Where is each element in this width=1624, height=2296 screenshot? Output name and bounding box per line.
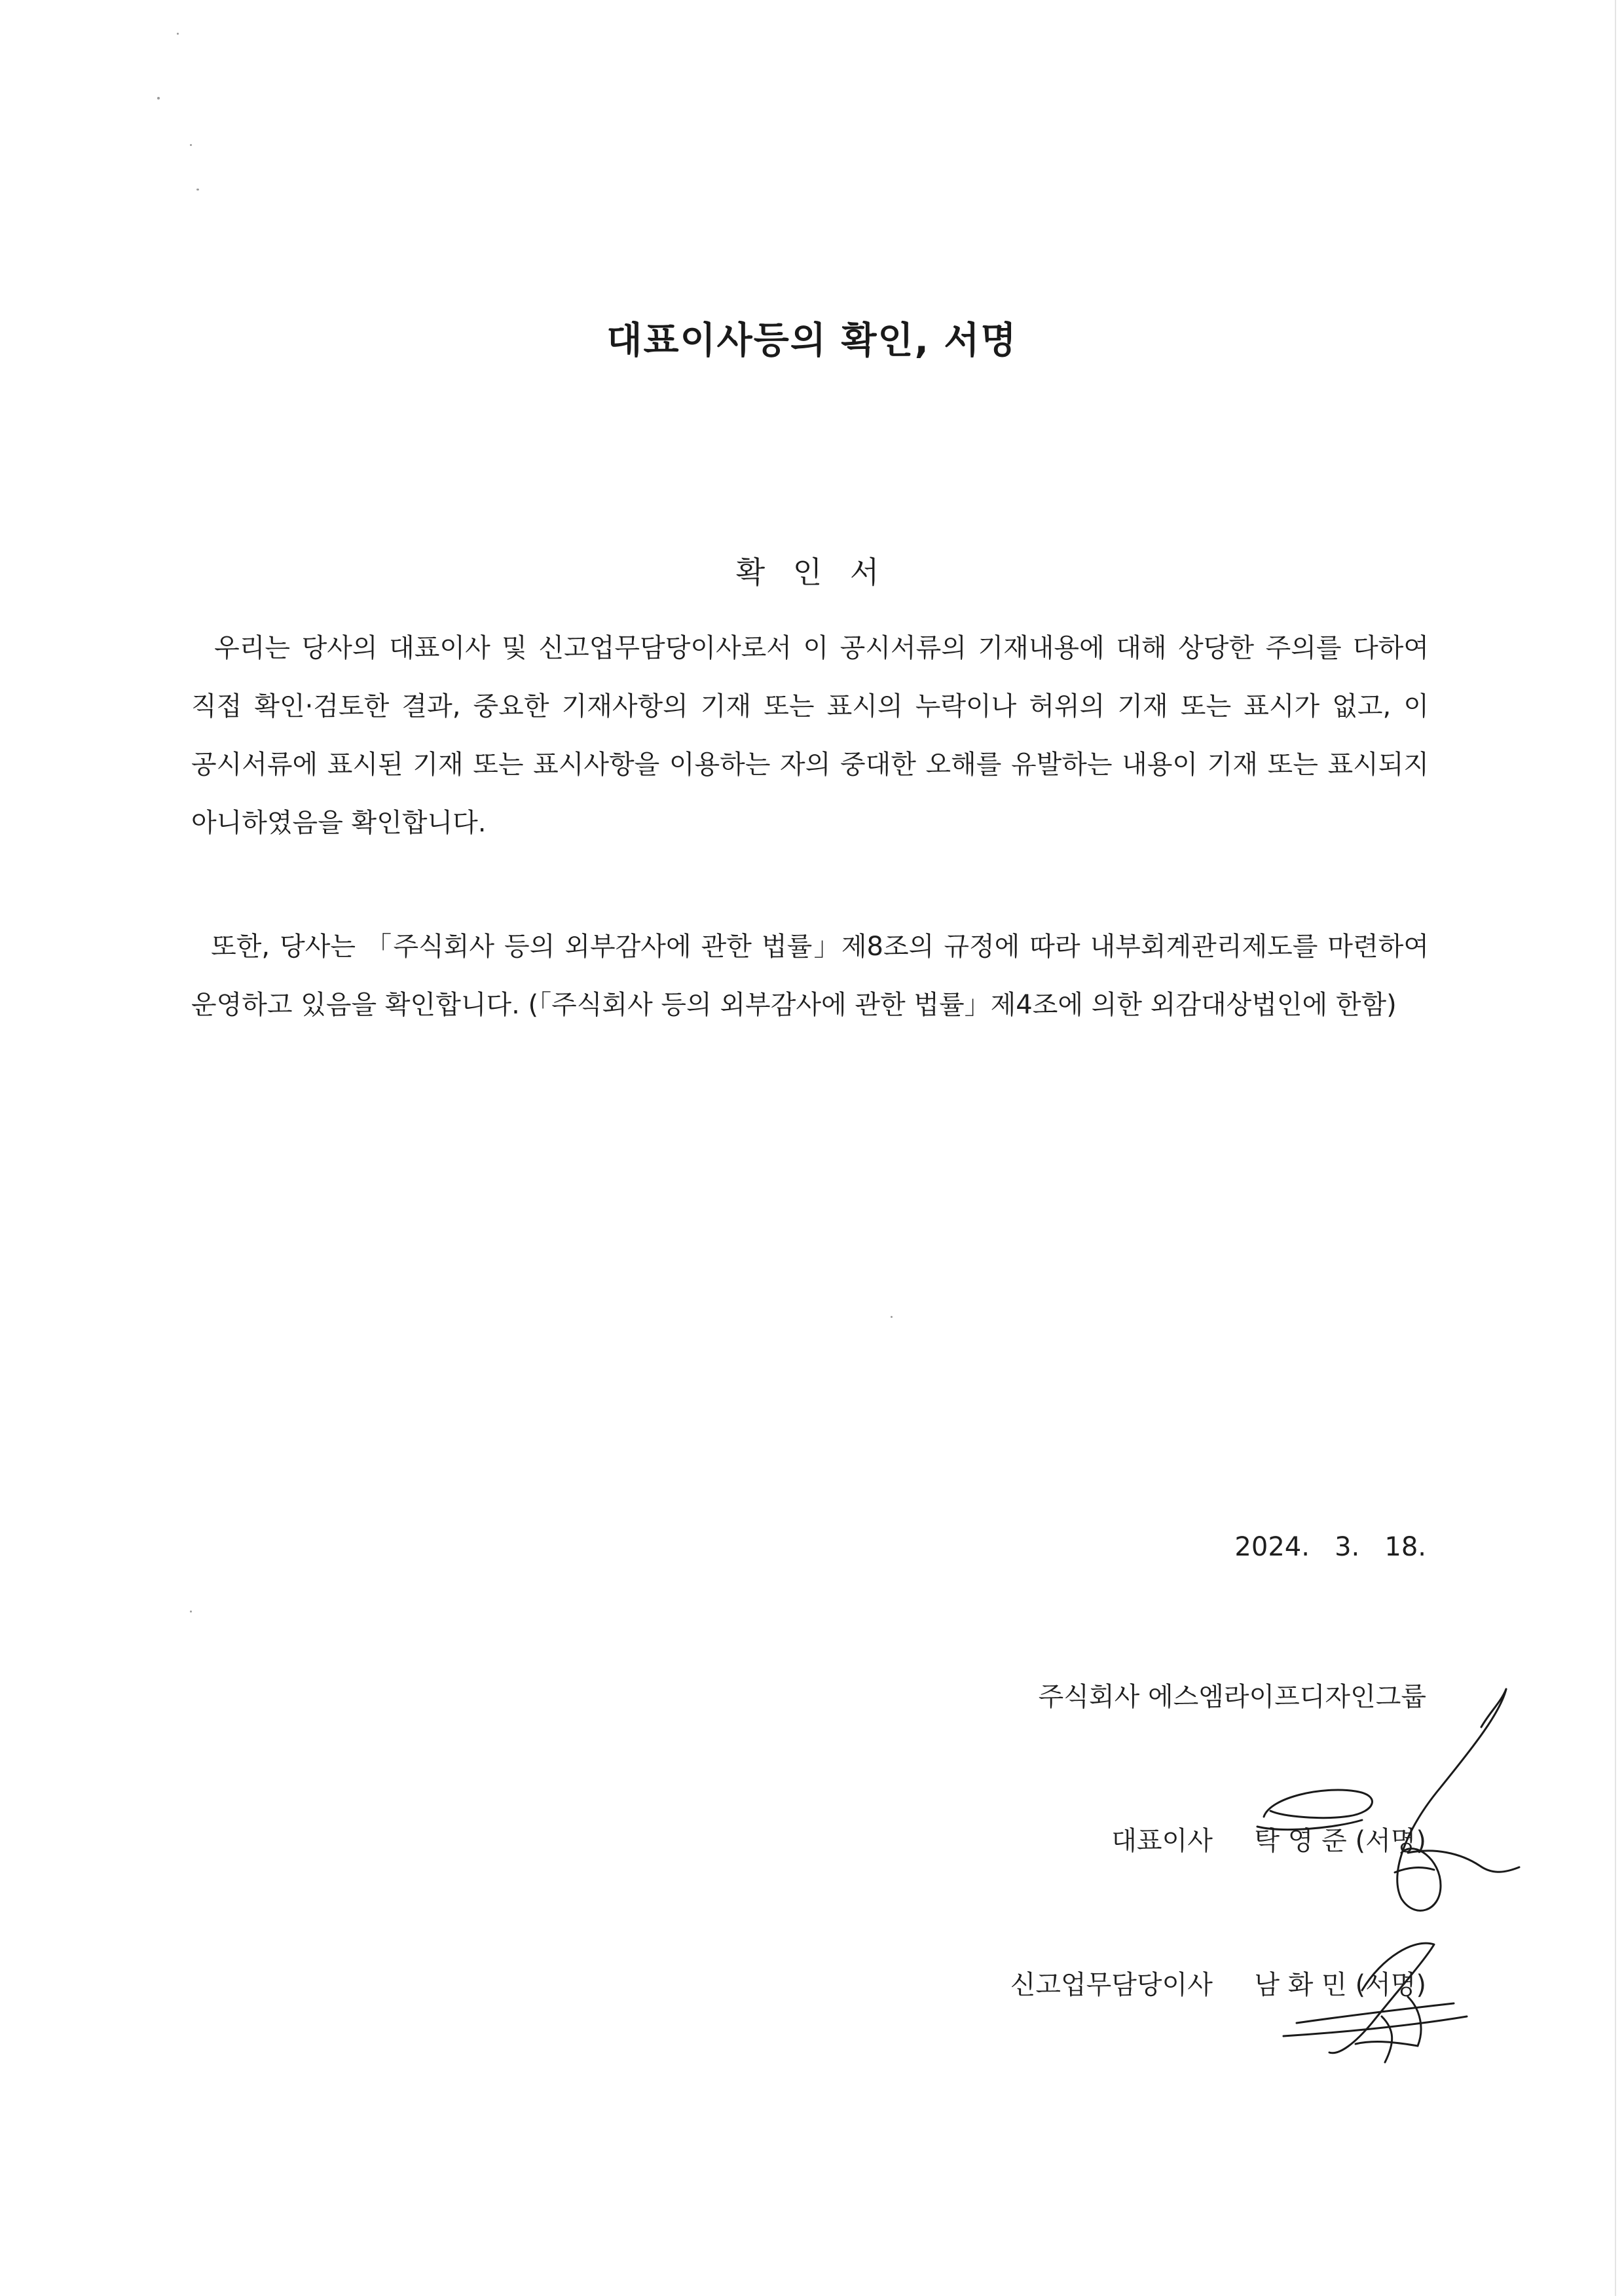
- ceo-role: 대표이사: [1111, 1826, 1213, 1856]
- disclosure-officer-role: 신고업무담당이사: [1010, 1970, 1213, 2000]
- ceo-name: 탁 영 준: [1254, 1826, 1347, 1856]
- scan-speck: [891, 1316, 893, 1318]
- document-date: 2024. 3. 18.: [1234, 1532, 1426, 1562]
- disclosure-officer-name: 남 화 민: [1254, 1970, 1347, 2000]
- scan-speck: [196, 189, 199, 191]
- ceo-sign-mark: (서명): [1355, 1826, 1426, 1856]
- internal-control-paragraph-text: 또한, 당사는 「주식회사 등의 외부감사에 관한 법률」제8조의 규정에 따라 내부회계관리제도를 마련하여 운영하고 있음을 확인합니다. (「주식회사 등의 외부감사에 관한 법률」제4조에 의한 외감대상법인에 한함): [191, 932, 1429, 1020]
- confirmation-paragraph-text: 우리는 당사의 대표이사 및 신고업무담당이사로서 이 공시서류의 기재내용에 대해 상당한 주의를 다하여 직접 확인·검토한 결과, 중요한 기재사항의 기재 또는 표시의 누락이나 허위의 기재 또는 표시가 없고, 이 공시서류에 표시된 기재 또는 표시사항을 이용하는 자의 중대한 오해를 유발하는 내용이 기재 또는 표시되지 아니하였음을 확인합니다.: [191, 633, 1429, 838]
- scan-speck: [190, 144, 192, 146]
- scan-speck: [177, 33, 179, 35]
- confirmation-paragraph: [191, 619, 1429, 852]
- disclosure-officer-sign-mark: (서명): [1355, 1970, 1426, 2000]
- company-name: 주식회사 에스엠라이프디자인그룹: [1038, 1682, 1426, 1712]
- document-title: 대표이사등의 확인, 서명: [606, 319, 1018, 362]
- ceo-handwritten-signature: [1244, 1676, 1532, 1925]
- document-subtitle: 확 인 서: [735, 555, 889, 590]
- internal-control-paragraph: [191, 918, 1429, 1034]
- disclosure-officer-handwritten-signature: [1257, 1918, 1493, 2082]
- scan-speck: [190, 1611, 192, 1613]
- scan-speck: [157, 97, 160, 100]
